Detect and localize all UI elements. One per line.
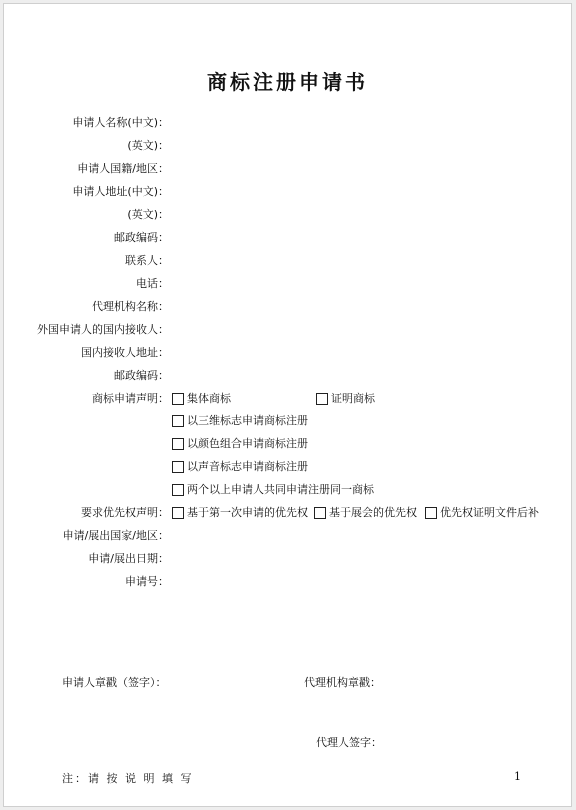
field-row-applicant-name-cn bbox=[4, 113, 571, 133]
field-row-contact bbox=[4, 251, 571, 271]
field-row-domestic-receiver bbox=[4, 320, 571, 340]
field-row-address-cn bbox=[4, 182, 571, 202]
field-label: 代理机构名称： bbox=[92, 300, 169, 313]
checkbox-label: 以声音标志申请商标注册 bbox=[187, 460, 308, 473]
applicant-seal-label: 申请人章戳（签字）： bbox=[62, 676, 167, 689]
checkbox-box[interactable] bbox=[172, 438, 184, 450]
checkbox-label: 两个以上申请人共同申请注册同一商标 bbox=[187, 483, 374, 496]
field-label: (英文)： bbox=[127, 208, 169, 221]
field-row-agency-name bbox=[4, 297, 571, 317]
page-title: 商标注册申请书 bbox=[207, 70, 368, 94]
priority-label: 要求优先权声明： bbox=[81, 506, 169, 519]
field-row-applicant-name-en bbox=[4, 136, 571, 156]
field-row-address-en bbox=[4, 205, 571, 225]
checkbox-first-application-priority[interactable] bbox=[172, 506, 308, 520]
field-row-nationality bbox=[4, 159, 571, 179]
declaration-label: 商标申请声明： bbox=[92, 392, 169, 405]
footer-note: 注：请 按 说 明 填 写 bbox=[62, 772, 194, 785]
checkbox-box[interactable] bbox=[425, 507, 437, 519]
field-row-priority-date bbox=[4, 549, 571, 569]
checkbox-certification-mark[interactable] bbox=[316, 392, 375, 406]
checkbox-collective-mark[interactable] bbox=[172, 392, 231, 406]
checkbox-label: 集体商标 bbox=[187, 392, 231, 405]
field-label: 邮政编码： bbox=[114, 231, 169, 244]
checkbox-box[interactable] bbox=[314, 507, 326, 519]
field-label: 联系人： bbox=[125, 254, 169, 267]
checkbox-box[interactable] bbox=[172, 393, 184, 405]
checkbox-label: 基于第一次申请的优先权 bbox=[187, 506, 308, 519]
field-row-receiver-address bbox=[4, 343, 571, 363]
field-label: (英文)： bbox=[127, 139, 169, 152]
checkbox-label: 以颜色组合申请商标注册 bbox=[187, 437, 308, 450]
declaration-row-color bbox=[4, 434, 571, 454]
field-label: 邮政编码： bbox=[114, 369, 169, 382]
checkbox-priority-docs-later[interactable] bbox=[425, 506, 539, 520]
field-label: 外国申请人的国内接收人： bbox=[37, 323, 169, 336]
agency-seal-label: 代理机构章戳： bbox=[304, 676, 381, 689]
field-label: 申请/展出国家/地区： bbox=[62, 529, 169, 542]
field-row-phone bbox=[4, 274, 571, 294]
field-label: 申请人国籍/地区： bbox=[77, 162, 169, 175]
checkbox-box[interactable] bbox=[172, 507, 184, 519]
checkbox-color-mark[interactable] bbox=[172, 437, 308, 451]
checkbox-box[interactable] bbox=[172, 415, 184, 427]
field-row-application-number bbox=[4, 572, 571, 592]
field-row-receiver-postcode bbox=[4, 366, 571, 386]
field-label: 申请/展出日期： bbox=[88, 552, 169, 565]
checkbox-box[interactable] bbox=[316, 393, 328, 405]
declaration-row-joint bbox=[4, 480, 571, 500]
field-row-priority-country bbox=[4, 526, 571, 546]
checkbox-label: 证明商标 bbox=[331, 392, 375, 405]
checkbox-3d-mark[interactable] bbox=[172, 414, 308, 428]
checkbox-label: 优先权证明文件后补 bbox=[440, 506, 539, 519]
declaration-row-sound bbox=[4, 457, 571, 477]
field-label: 申请号： bbox=[125, 575, 169, 588]
priority-row bbox=[4, 503, 571, 523]
field-label: 申请人地址(中文)： bbox=[72, 185, 169, 198]
field-label: 电话： bbox=[136, 277, 169, 290]
checkbox-exhibition-priority[interactable] bbox=[314, 506, 417, 520]
checkbox-joint-application[interactable] bbox=[172, 483, 374, 497]
field-row-postcode bbox=[4, 228, 571, 248]
declaration-row bbox=[4, 389, 571, 409]
field-label: 国内接收人地址： bbox=[81, 346, 169, 359]
page-number: 1 bbox=[514, 770, 521, 783]
checkbox-box[interactable] bbox=[172, 461, 184, 473]
checkbox-label: 以三维标志申请商标注册 bbox=[187, 414, 308, 427]
checkbox-sound-mark[interactable] bbox=[172, 460, 308, 474]
agent-signature-label: 代理人签字： bbox=[316, 736, 382, 749]
checkbox-box[interactable] bbox=[172, 484, 184, 496]
checkbox-label: 基于展会的优先权 bbox=[329, 506, 417, 519]
declaration-row-3d bbox=[4, 411, 571, 431]
form-page bbox=[3, 3, 572, 807]
field-label: 申请人名称(中文)： bbox=[72, 116, 169, 129]
